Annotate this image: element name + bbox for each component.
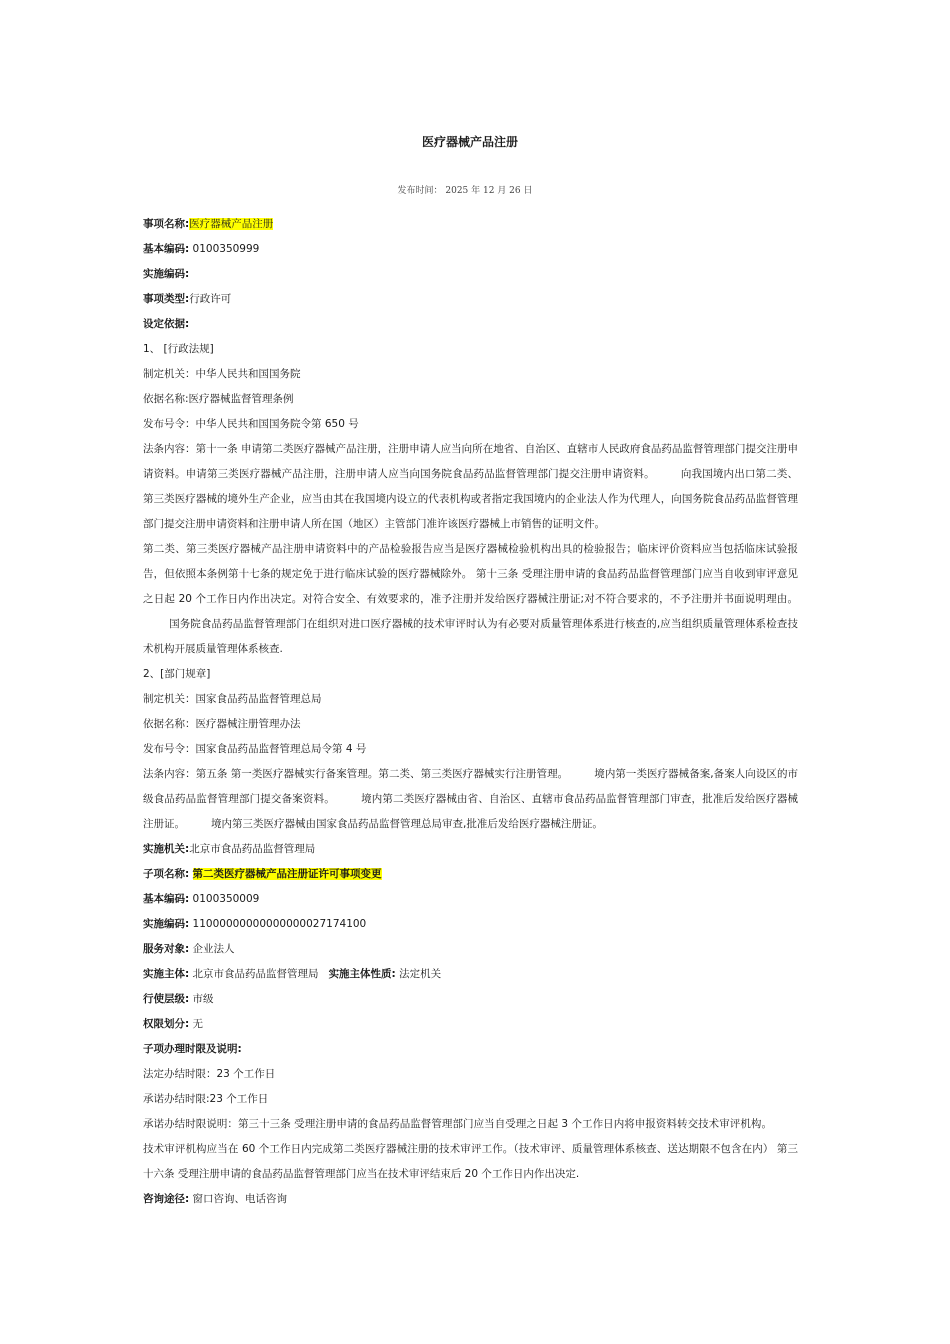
service-obj-value: 企业法人 (192, 943, 235, 955)
impl-nature-label: 实施主体性质: (328, 968, 396, 980)
basis-2-name: 依据名称：医疗器械注册管理办法 (143, 718, 301, 730)
promise-time: 承诺办结时限:23 个工作日 (143, 1093, 269, 1105)
basis-2-heading: 2、[部门规章] (143, 668, 211, 680)
basis-2-content: 法条内容：第五条 第一类医疗器械实行备案管理。第二类、第三类医疗器械实行注册管理。 境内第一类医疗器械备案,备案人向设区的市级食品药品监督管理部门提交备案资料。 境内第二类医疗器械由省、自治区、直辖市食品药品监督管理部门审查，批准后发给医疗器械注册证。 境内第三类医疗器械由国家食品药品监督管理总局审查,批准后发给医疗器械注册证。 (143, 768, 799, 830)
consult-label: 咨询途径: (143, 1193, 190, 1205)
basic-code-label: 基本编码: (143, 243, 190, 255)
sub-name-row (143, 862, 798, 887)
page-title: 医疗器械产品注册 (421, 135, 518, 149)
sub-impl-code-label: 实施编码: (143, 918, 190, 930)
basis-1-content: 法条内容：第十一条 申请第二类医疗器械产品注册，注册申请人应当向所在地省、自治区、直辖市人民政府食品药品监督管理部门提交注册申请资料。申请第三类医疗器械产品注册，注册申请人应当向国务院食品药品监督管理部门提交注册申请资料。 向我国境内出口第二类、第三类医疗器械的境外生产企业，应当由其在我国境内设立的代表机构或者指定我国境内的企业法人作为代理人，向国务院食品药品监督管理部门提交注册申请资料和注册申请人所在国（地区）主管部门准许该医疗器械上市销售的证明文件。 (143, 443, 799, 530)
impl-code-row (143, 262, 798, 287)
time-label: 子项办理时限及说明: (143, 1043, 242, 1055)
sub-name-value: 第二类医疗器械产品注册证许可事项变更 (192, 868, 382, 880)
level-value: 市级 (192, 993, 214, 1005)
impl-subject-value: 北京市食品药品监督管理局 (192, 968, 319, 980)
service-obj-label: 服务对象: (143, 943, 190, 955)
sub-basic-code-row (143, 887, 798, 912)
consult-row (143, 1187, 798, 1212)
division-label: 权限划分: (143, 1018, 190, 1030)
impl-org-value: 北京市食品药品监督管理局 (189, 843, 316, 855)
basic-code-row (143, 237, 798, 262)
item-name-value: 医疗器械产品注册 (189, 218, 274, 230)
impl-org-label: 实施机关: (143, 843, 190, 855)
impl-code-label: 实施编码: (143, 268, 190, 280)
basis-1-order: 发布号令：中华人民共和国国务院令第 650 号 (143, 418, 359, 430)
sub-name-label: 子项名称: (143, 868, 190, 880)
basis-1-name: 依据名称:医疗器械监督管理条例 (143, 393, 294, 405)
sub-basic-code-value: 0100350009 (192, 893, 260, 905)
item-name-label: 事项名称: (143, 218, 190, 230)
item-type-value: 行政许可 (189, 293, 232, 305)
basis-label: 设定依据: (143, 318, 190, 330)
document-body (143, 212, 798, 1212)
sub-impl-code-row (143, 912, 798, 937)
basis-1-content-cont: 第二类、第三类医疗器械产品注册申请资料中的产品检验报告应当是医疗器械检验机构出具的检验报告；临床评价资料应当包括临床试验报告，但依照本条例第十七条的规定免于进行临床试验的医疗器械除外。 第十三条 受理注册申请的食品药品监督管理部门应当自收到审评意见之日起 20 个工作日内作出决定。对符合安全、有效要求的，准予注册并发给医疗器械注册证;对不符合要求的，不予注册并书面说明理由。国务院食品药品监督管理部门在组织对进口医疗器械的技术审评时认为有必要对质量管理体系进行核查的,应当组织质量管理体系检查技术机构开展质量管理体系核查. (143, 543, 798, 655)
basis-2-order: 发布号令：国家食品药品监督管理总局令第 4 号 (143, 743, 367, 755)
item-name-row (143, 212, 798, 237)
impl-nature-value: 法定机关 (399, 968, 442, 980)
basis-1-heading: 1、 [行政法规] (143, 343, 214, 355)
division-value: 无 (192, 1018, 204, 1030)
consult-value: 窗口咨询、电话咨询 (192, 1193, 288, 1205)
basic-code-value: 0100350999 (192, 243, 260, 255)
publish-date: 2025 年 12 月 26 日 (445, 186, 533, 196)
item-type-row (143, 287, 798, 312)
impl-subject-label: 实施主体: (143, 968, 190, 980)
level-row (143, 987, 798, 1012)
division-row (143, 1012, 798, 1037)
impl-subject-row (143, 962, 798, 987)
legal-time: 法定办结时限：23 个工作日 (143, 1068, 276, 1080)
service-obj-row (143, 937, 798, 962)
promise-desc: 承诺办结时限说明：第三十三条 受理注册申请的食品药品监督管理部门应当自受理之日起 3 个工作日内将申报资料转交技术审评机构。技术审评机构应当在 60 个工作日内完成第二类医疗器械注册的技术审评工作。（技术审评、质量管理体系核查、送达期限不包含在内） 第三十六条 受理注册申请的食品药品监督管理部门应当在技术审评结束后 20 个工作日内作出决定. (143, 1118, 798, 1180)
level-label: 行使层级: (143, 993, 190, 1005)
basis-2-authority: 制定机关：国家食品药品监督管理总局 (143, 693, 322, 705)
basis-1-authority: 制定机关：中华人民共和国国务院 (143, 368, 301, 380)
publish-label: 发布时间： (397, 186, 443, 196)
sub-basic-code-label: 基本编码: (143, 893, 190, 905)
publish-time (0, 183, 930, 196)
impl-org-row (143, 837, 798, 862)
sub-impl-code-value: 11000000000000000027174100 (192, 918, 367, 930)
item-type-label: 事项类型: (143, 293, 190, 305)
